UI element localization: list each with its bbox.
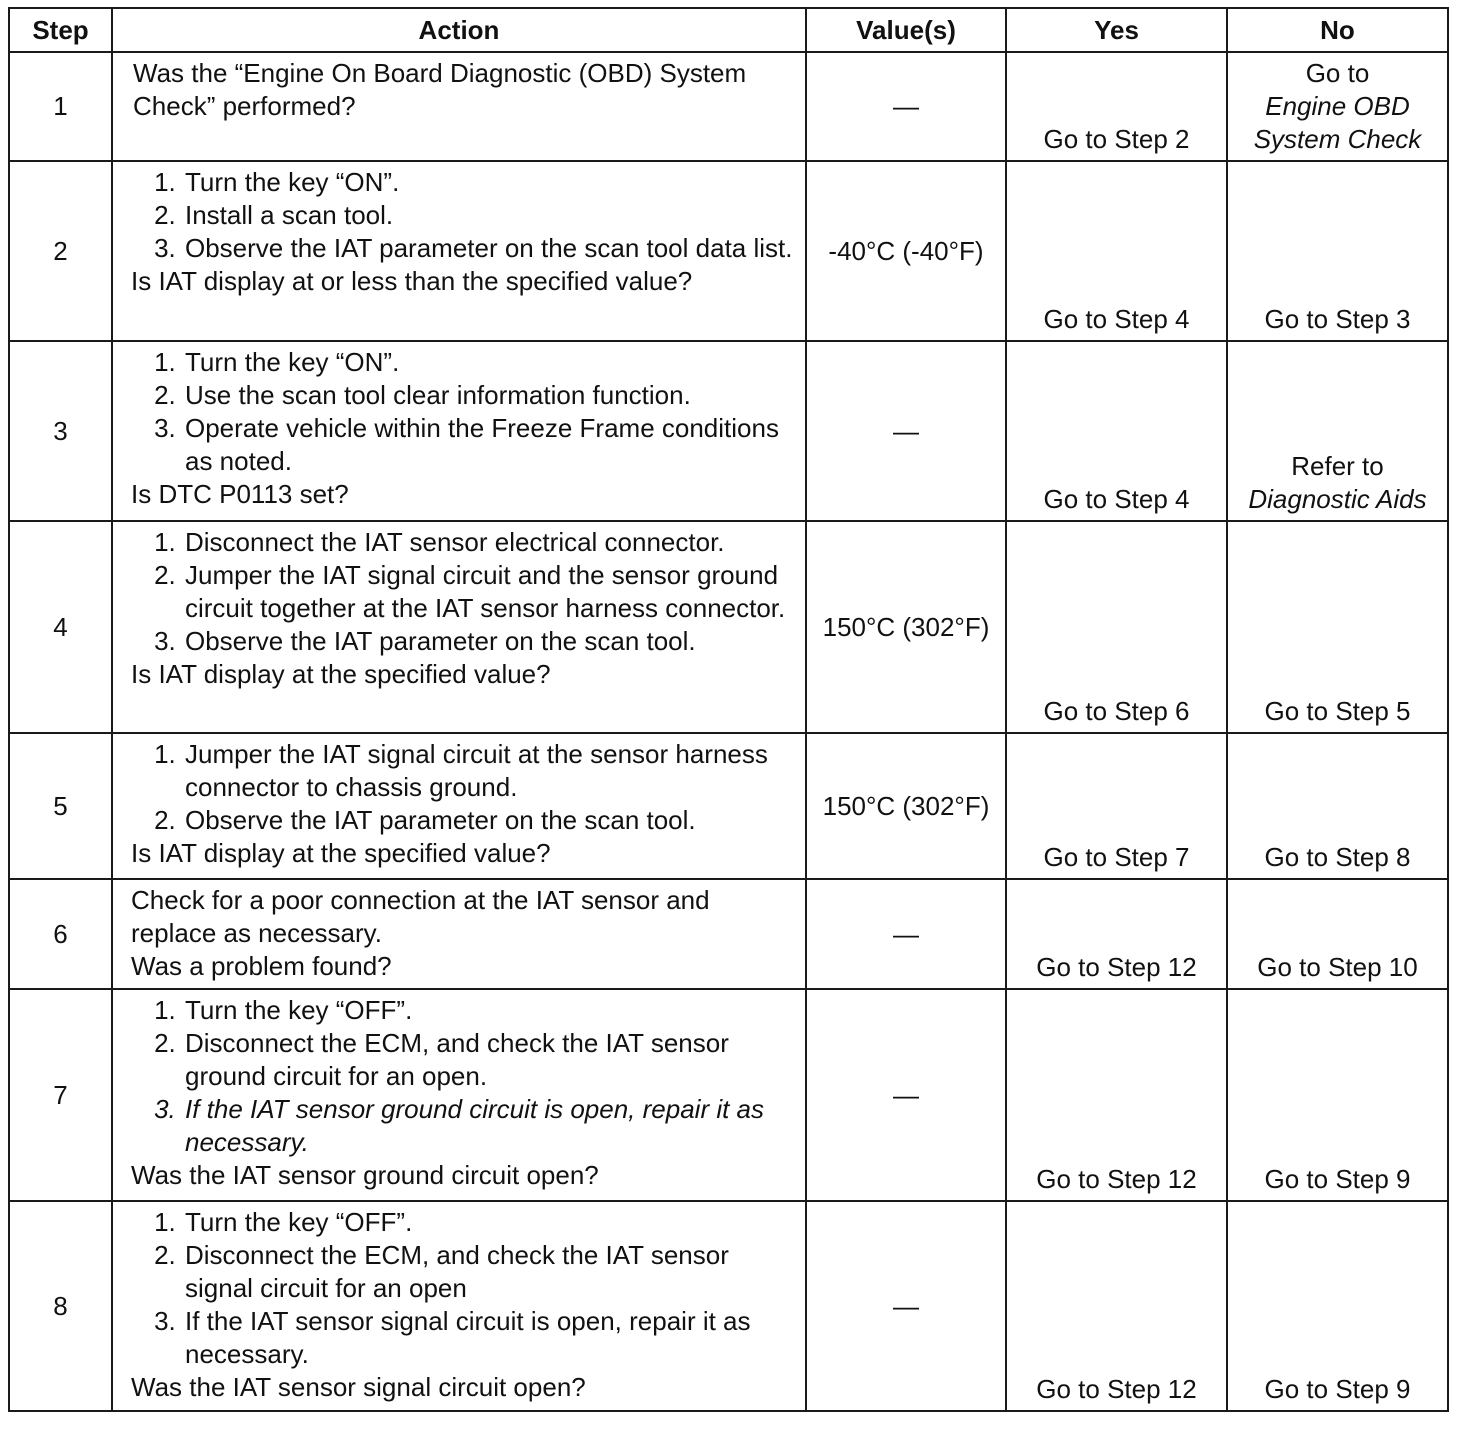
value-cell: -40°C (-40°F) [806, 161, 1006, 341]
header-action: Action [112, 8, 806, 52]
step-number: 1 [9, 52, 112, 161]
step-number: 8 [9, 1201, 112, 1411]
action-step: 2. Use the scan tool clear information function. [183, 379, 795, 412]
no-cell: Go to Step 8 [1227, 733, 1448, 879]
table-row [9, 341, 1448, 521]
action-step: 1. Turn the key “OFF”. [183, 994, 795, 1027]
no-text: Go to [1305, 58, 1370, 88]
yes-cell: Go to Step 2 [1006, 52, 1227, 161]
step-number: 3 [9, 341, 112, 521]
action-cell [112, 52, 806, 161]
no-cell: Go to Step 10 [1227, 879, 1448, 989]
action-question: Is IAT display at the specified value? [131, 659, 551, 689]
no-cell: Go to Step 9 [1227, 1201, 1448, 1411]
yes-cell: Go to Step 12 [1006, 879, 1227, 989]
step-number: 7 [9, 989, 112, 1201]
action-steps [131, 1206, 795, 1371]
action-cell [112, 161, 806, 341]
table-row [9, 161, 1448, 341]
action-steps [131, 526, 795, 658]
action-steps [131, 346, 795, 478]
yes-cell: Go to Step 4 [1006, 161, 1227, 341]
action-question: Was the IAT sensor signal circuit open? [131, 1372, 586, 1402]
yes-cell: Go to Step 4 [1006, 341, 1227, 521]
step-number: 5 [9, 733, 112, 879]
table-row [9, 52, 1448, 161]
action-step: 2. Disconnect the ECM, and check the IAT sensor signal circuit for an open [183, 1239, 795, 1305]
action-question: Is IAT display at or less than the specified value? [131, 266, 693, 296]
action-step: 1. Jumper the IAT signal circuit at the sensor harness connector to chassis ground. [183, 738, 795, 804]
action-question: Was the IAT sensor ground circuit open? [131, 1160, 599, 1190]
action-steps [131, 738, 795, 837]
action-question: Was the “Engine On Board Diagnostic (OBD) System Check” performed? [133, 58, 747, 121]
action-cell [112, 733, 806, 879]
table-row [9, 521, 1448, 733]
yes-cell: Go to Step 7 [1006, 733, 1227, 879]
action-step: 1. Disconnect the IAT sensor electrical connector. [183, 526, 795, 559]
value-cell: — [806, 341, 1006, 521]
yes-cell: Go to Step 6 [1006, 521, 1227, 733]
yes-cell: Go to Step 12 [1006, 1201, 1227, 1411]
action-step: 1. Turn the key “OFF”. [183, 1206, 795, 1239]
action-step: 2. Install a scan tool. [183, 199, 795, 232]
value-cell: 150°C (302°F) [806, 521, 1006, 733]
header-values: Value(s) [806, 8, 1006, 52]
no-cell: Go to Step 5 [1227, 521, 1448, 733]
step-number: 4 [9, 521, 112, 733]
no-cell [1227, 52, 1448, 161]
action-step: 1. Turn the key “ON”. [183, 166, 795, 199]
no-cell: Go to Step 9 [1227, 989, 1448, 1201]
step-number: 2 [9, 161, 112, 341]
action-step: 1. Turn the key “ON”. [183, 346, 795, 379]
yes-cell: Go to Step 12 [1006, 989, 1227, 1201]
action-text: Check for a poor connection at the IAT sensor and replace as necessary. [131, 885, 710, 948]
action-question: Is IAT display at the specified value? [131, 838, 551, 868]
header-no: No [1227, 8, 1448, 52]
action-step: 3. If the IAT sensor ground circuit is open, repair it as necessary. [183, 1093, 795, 1159]
no-reference: Diagnostic Aids [1248, 484, 1427, 514]
value-cell: 150°C (302°F) [806, 733, 1006, 879]
table-row [9, 1201, 1448, 1411]
action-cell [112, 989, 806, 1201]
no-text: Refer to [1291, 451, 1384, 481]
value-cell: — [806, 989, 1006, 1201]
action-steps [131, 994, 795, 1159]
no-cell [1227, 341, 1448, 521]
action-step: 3. Observe the IAT parameter on the scan tool data list. [183, 232, 795, 265]
header-row [9, 8, 1448, 52]
table-row [9, 989, 1448, 1201]
action-step: 3. Operate vehicle within the Freeze Frame conditions as noted. [183, 412, 795, 478]
action-cell [112, 341, 806, 521]
action-step: 3. Observe the IAT parameter on the scan tool. [183, 625, 795, 658]
action-step: 2. Disconnect the ECM, and check the IAT sensor ground circuit for an open. [183, 1027, 795, 1093]
table-row [9, 733, 1448, 879]
no-reference: Engine OBD System Check [1253, 91, 1422, 154]
step-number: 6 [9, 879, 112, 989]
action-cell [112, 1201, 806, 1411]
value-cell: — [806, 1201, 1006, 1411]
action-step: 2. Observe the IAT parameter on the scan tool. [183, 804, 795, 837]
action-step: 3. If the IAT sensor signal circuit is open, repair it as necessary. [183, 1305, 795, 1371]
value-cell: — [806, 879, 1006, 989]
action-question: Is DTC P0113 set? [131, 479, 349, 509]
value-cell: — [806, 52, 1006, 161]
action-step: 2. Jumper the IAT signal circuit and the sensor ground circuit together at the IAT sensor harness connector. [183, 559, 795, 625]
header-yes: Yes [1006, 8, 1227, 52]
header-step: Step [9, 8, 112, 52]
table-row [9, 879, 1448, 989]
action-cell [112, 521, 806, 733]
action-cell [112, 879, 806, 989]
action-steps [131, 166, 795, 265]
action-question: Was a problem found? [131, 951, 392, 981]
no-cell: Go to Step 3 [1227, 161, 1448, 341]
diagnostic-table [8, 7, 1449, 1412]
